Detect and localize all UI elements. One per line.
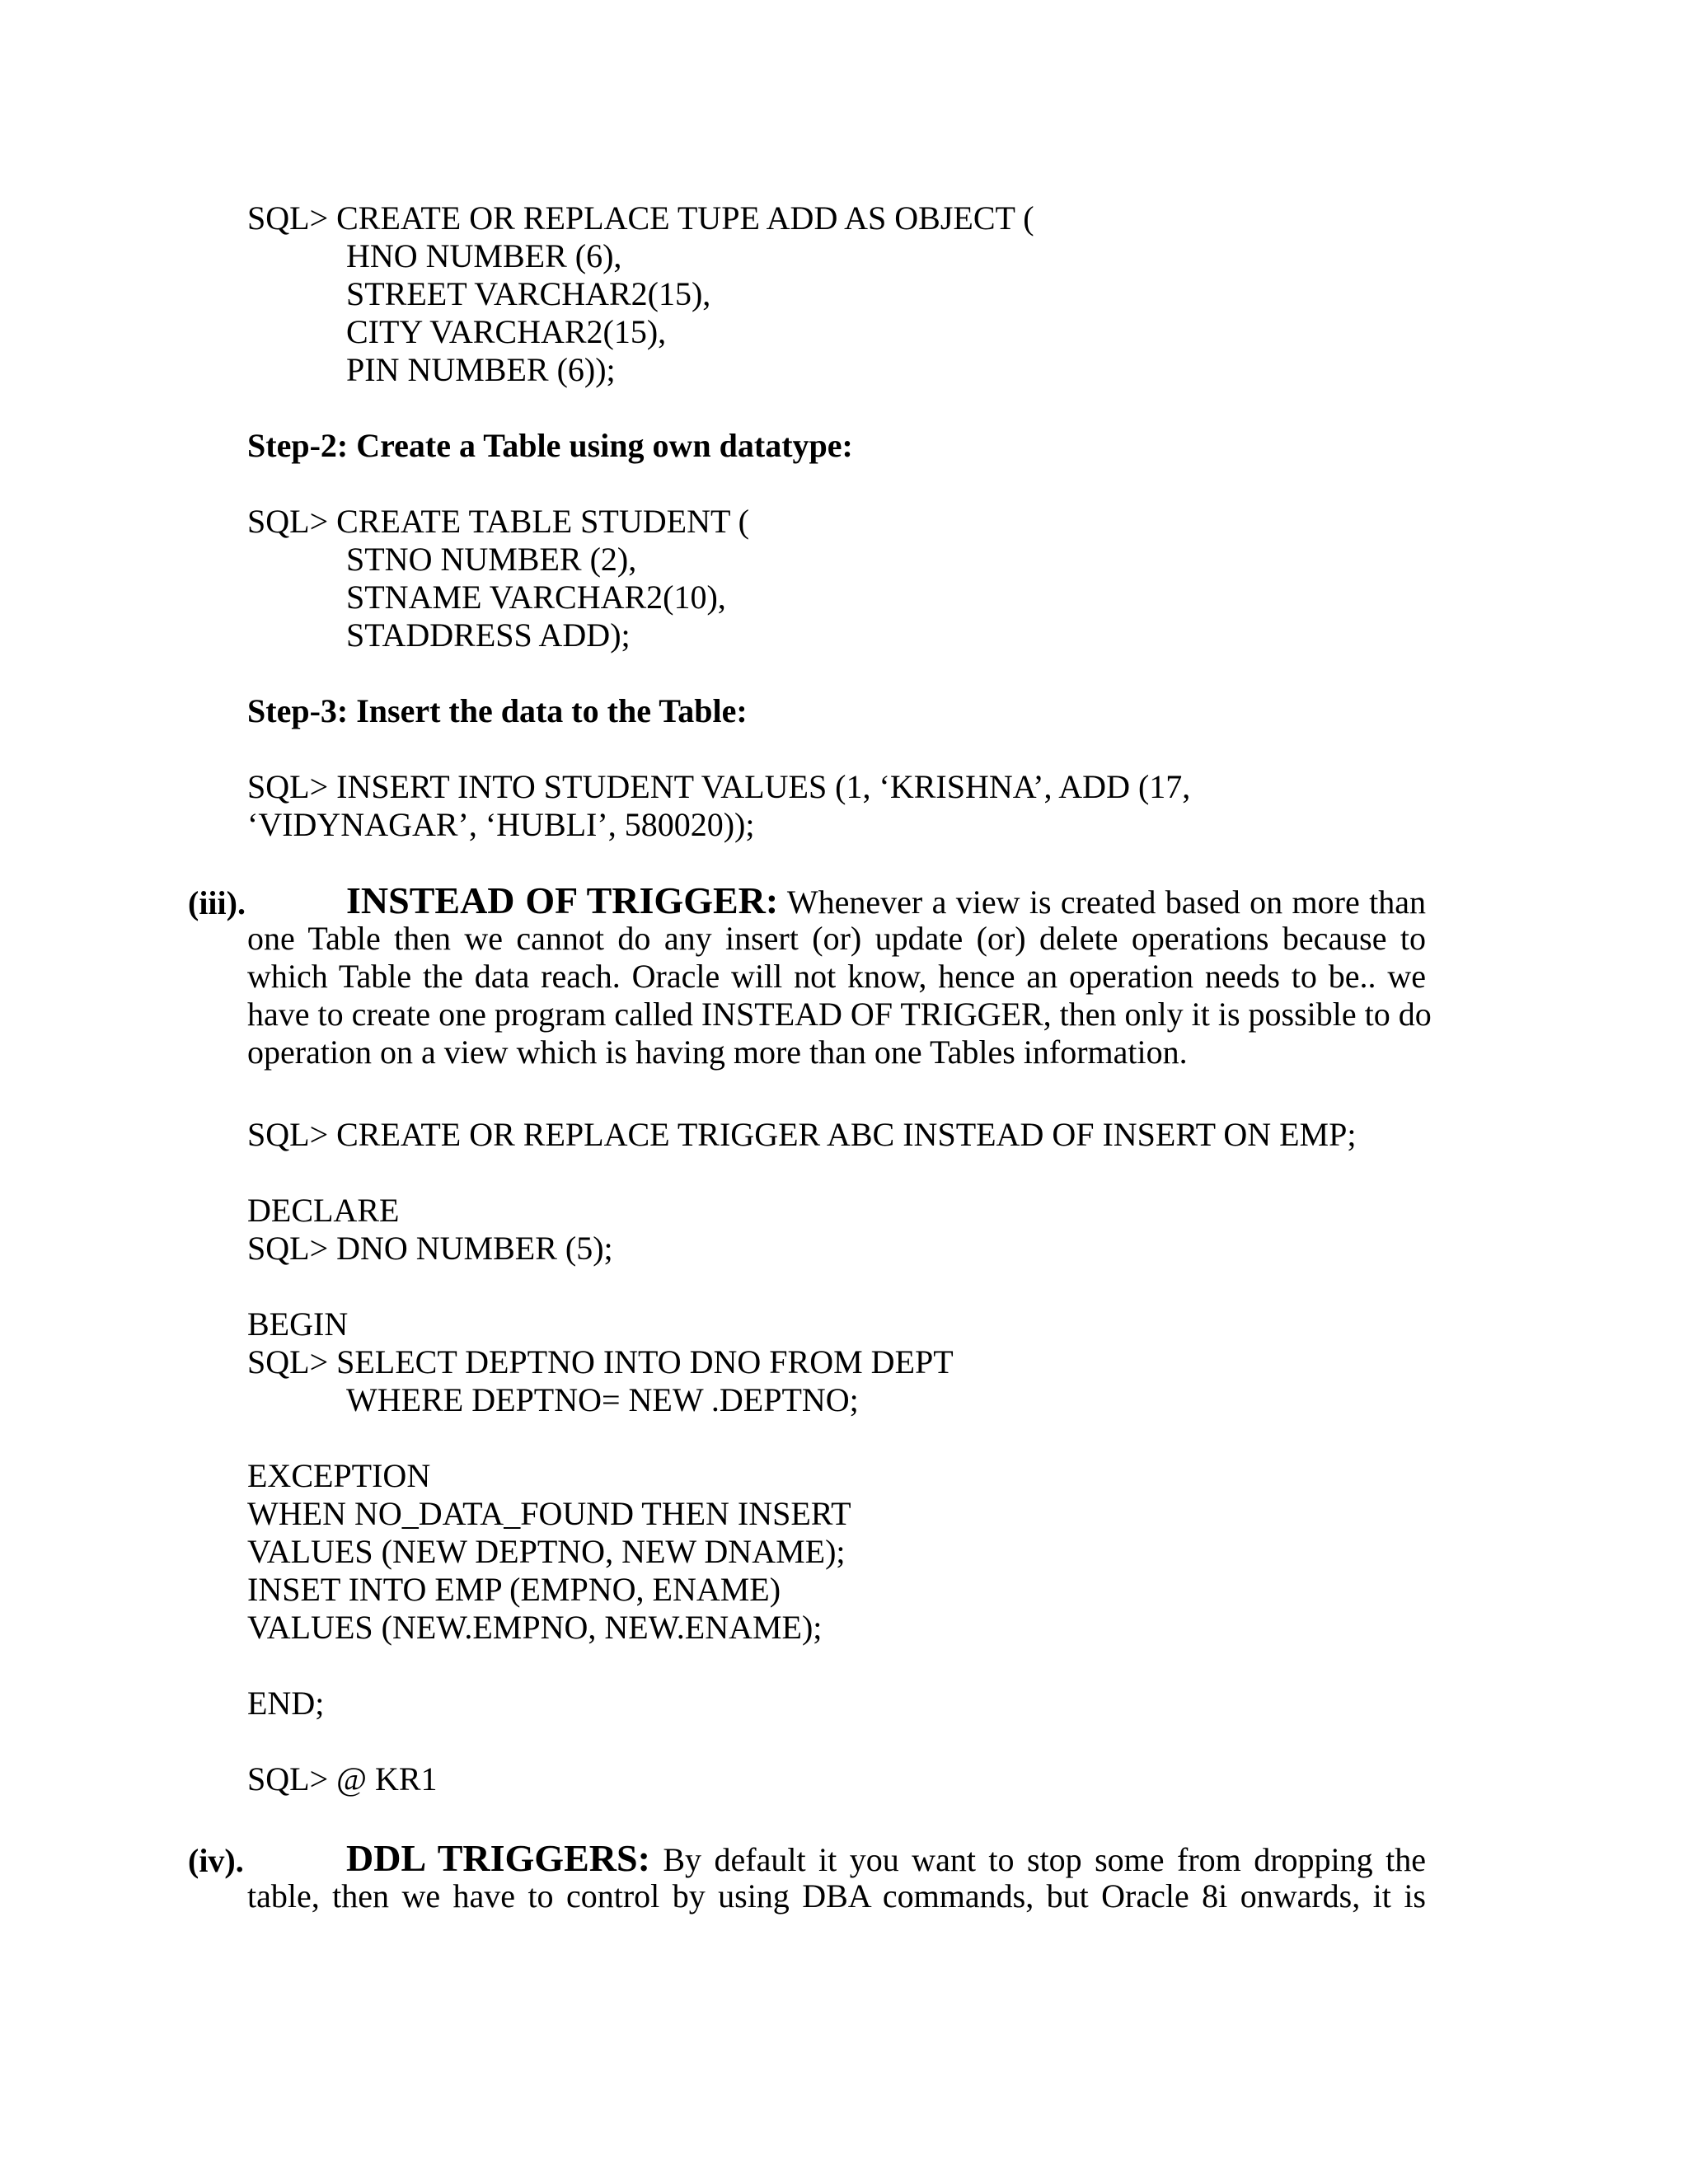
section-paragraph-line: which Table the data reach. Oracle will not know, hence an operation needs to be.. we	[247, 958, 1426, 995]
code-line: BEGIN	[247, 1305, 349, 1343]
code-line: STREET VARCHAR2(15),	[346, 275, 711, 312]
code-line: SQL> @ KR1	[247, 1760, 438, 1797]
paragraph-text: By default it you want to stop some from dropping the	[649, 1841, 1426, 1878]
code-line: HNO NUMBER (6),	[346, 237, 622, 274]
code-line: STNO NUMBER (2),	[346, 541, 637, 578]
code-line: SQL> CREATE OR REPLACE TUPE ADD AS OBJECT (	[247, 199, 1034, 237]
code-line: EXCEPTION	[247, 1457, 431, 1494]
code-line: STADDRESS ADD);	[346, 616, 631, 654]
code-line: ‘VIDYNAGAR’, ‘HUBLI’, 580020));	[247, 806, 755, 843]
section-paragraph-line	[247, 879, 1426, 921]
code-line: WHEN NO_DATA_FOUND THEN INSERT	[247, 1495, 851, 1532]
section-paragraph-line	[247, 1837, 1426, 1879]
code-line: VALUES (NEW.EMPNO, NEW.ENAME);	[247, 1609, 823, 1646]
section-number: (iii).	[188, 884, 246, 921]
code-line: SQL> DNO NUMBER (5);	[247, 1230, 613, 1267]
code-line: SQL> INSERT INTO STUDENT VALUES (1, ‘KRISHNA’, ADD (17,	[247, 768, 1191, 805]
section-heading: DDL TRIGGERS:	[346, 1837, 650, 1879]
section-number: (iv).	[188, 1842, 244, 1879]
code-line: PIN NUMBER (6));	[346, 351, 616, 388]
paragraph-text: Whenever a view is created based on more than	[778, 883, 1426, 921]
code-line: DECLARE	[247, 1192, 400, 1229]
code-line: SQL> CREATE TABLE STUDENT (	[247, 503, 749, 540]
step-3-heading: Step-3: Insert the data to the Table:	[247, 692, 748, 729]
code-line: VALUES (NEW DEPTNO, NEW DNAME);	[247, 1533, 846, 1570]
section-heading: INSTEAD OF TRIGGER:	[346, 879, 779, 921]
section-paragraph-line: one Table then we cannot do any insert (or) update (or) delete operations because to	[247, 920, 1426, 957]
code-line: END;	[247, 1685, 325, 1722]
code-line: SQL> SELECT DEPTNO INTO DNO FROM DEPT	[247, 1343, 954, 1380]
section-paragraph-line: operation on a view which is having more than one Tables information.	[247, 1033, 1188, 1071]
code-line: WHERE DEPTNO= NEW .DEPTNO;	[346, 1381, 859, 1418]
section-paragraph-line: have to create one program called INSTEAD OF TRIGGER, then only it is possible to do	[247, 996, 1432, 1033]
code-line: CITY VARCHAR2(15),	[346, 313, 667, 350]
section-paragraph-line: table, then we have to control by using DBA commands, but Oracle 8i onwards, it is	[247, 1877, 1426, 1915]
code-line: INSET INTO EMP (EMPNO, ENAME)	[247, 1571, 781, 1608]
code-line: STNAME VARCHAR2(10),	[346, 579, 726, 616]
step-2-heading: Step-2: Create a Table using own datatype:	[247, 427, 853, 464]
code-line: SQL> CREATE OR REPLACE TRIGGER ABC INSTEAD OF INSERT ON EMP;	[247, 1116, 1357, 1153]
